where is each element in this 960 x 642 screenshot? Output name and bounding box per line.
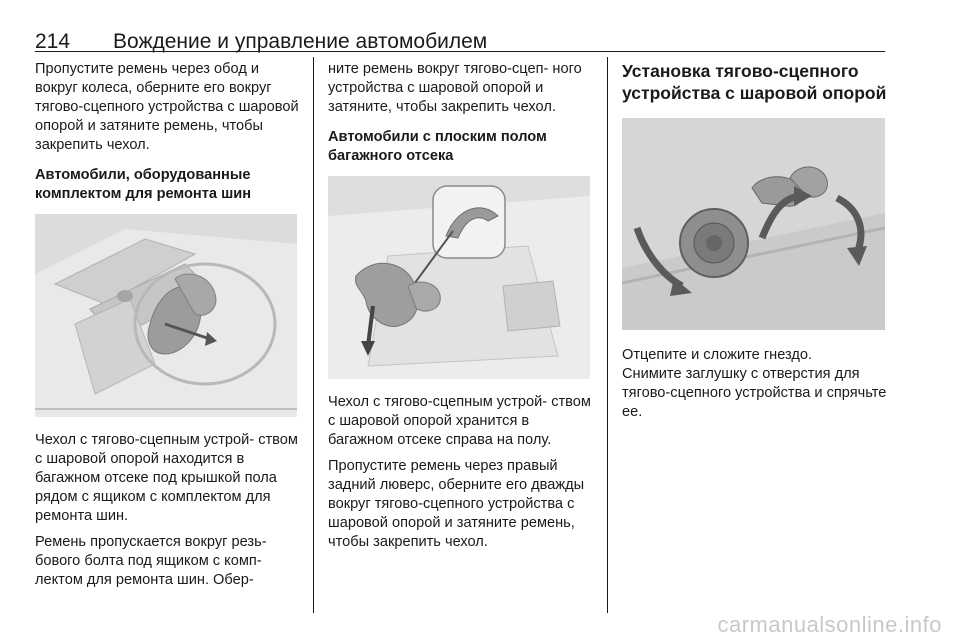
watermark: carmanualsonline.info [717, 612, 942, 637]
heading-flat-floor: Автомобили с плоским полом багажного отсека [328, 129, 547, 164]
heading-installation: Установка тягово-сцепного устройства с шаровой опорой [622, 61, 887, 103]
figure-repair-kit-trunk [35, 214, 297, 417]
column-divider-2 [607, 57, 608, 613]
paragraph-cover-location: Чехол с тягово-сцепным устрой- ством с шаровой опорой находится в багажном отсеке под крышкой пола рядом с ящиком с комплектом для ремонта шин. [35, 432, 298, 524]
figure-socket-fold [622, 118, 885, 330]
paragraph-wrap-tighten: ните ремень вокруг тягово-сцеп- ного устройства с шаровой опорой и затяните, чтобы закрепить чехол. [328, 61, 582, 115]
paragraph-strap-wheel: Пропустите ремень через обод и вокруг колеса, оберните его вокруг тягово-сцепного устройства с шаровой опорой и затяните ремень, чтобы закрепить чехол. [35, 61, 299, 153]
paragraph-eyelet: Пропустите ремень через правый задний люверс, оберните его дважды вокруг тягово-сцепного устройства с шаровой опорой и затяните ремень, чтобы закрепить чехол. [328, 458, 585, 550]
paragraph-cover-stored: Чехол с тягово-сцепным устрой- ством с шаровой опорой хранится в багажном отсеке справа на полу. [328, 394, 591, 448]
page-number: 214 [35, 30, 71, 53]
header-divider [35, 51, 885, 52]
column-divider-1 [313, 57, 314, 613]
column-3 [622, 60, 887, 422]
column-1 [35, 60, 300, 590]
heading-repair-kit: Автомобили, оборудованные комплектом для ремонта шин [35, 167, 252, 202]
page-title: Вождение и управление автомобилем [113, 30, 488, 53]
paragraph-strap-bolt: Ремень пропускается вокруг резь- бового болта под ящиком с комп- лектом для ремонта шин. Обер- [35, 534, 267, 588]
page-header [35, 14, 885, 54]
column-2 [328, 60, 593, 552]
figure-flat-floor-trunk [328, 176, 590, 379]
paragraph-remove-plug: Снимите заглушку с отверстия для тягово-сцепного устройства и спрячьте ее. [622, 366, 887, 420]
paragraph-unhook: Отцепите и сложите гнездо. [622, 347, 813, 363]
